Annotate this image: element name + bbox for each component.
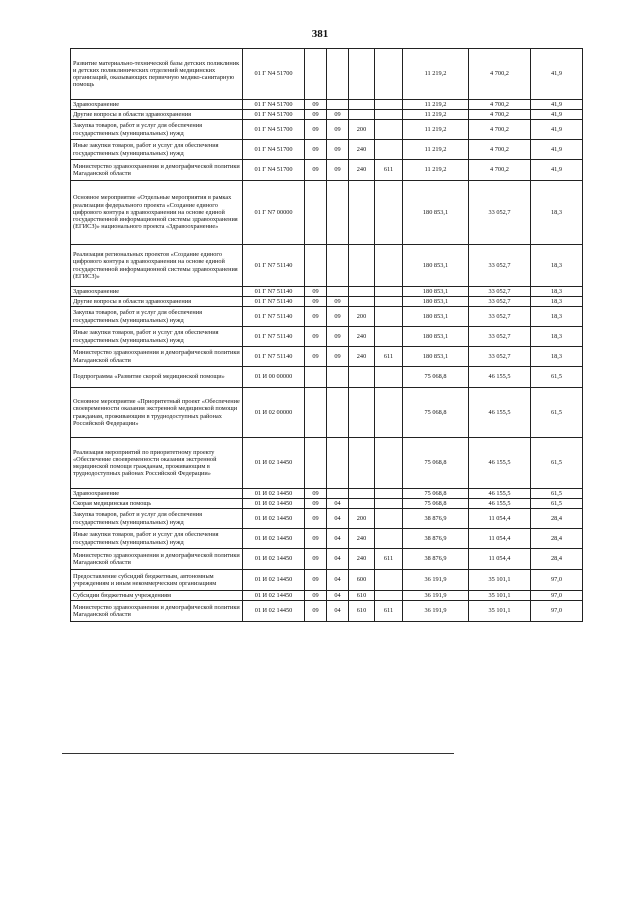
cell-expense-type: 200	[349, 509, 375, 529]
cell-name: Подпрограмма «Развитие скорой медицинской помощи»	[71, 367, 243, 388]
cell-fact: 11 054,4	[469, 529, 531, 549]
table-row	[71, 110, 583, 120]
cell-expense-type: 240	[349, 549, 375, 570]
cell-code: 01 И 02 14450	[243, 549, 305, 570]
cell-code: 01 Г N7 51140	[243, 327, 305, 347]
cell-plan: 75 068,8	[403, 367, 469, 388]
cell-percent: 41,9	[531, 140, 583, 160]
cell-subsection: 04	[327, 591, 349, 601]
cell-percent: 61,5	[531, 499, 583, 509]
cell-section: 09	[305, 160, 327, 181]
cell-section: 09	[305, 499, 327, 509]
table-row	[71, 297, 583, 307]
cell-name: Министерство здравоохранения и демографической политики Магаданской области	[71, 601, 243, 622]
cell-section	[305, 245, 327, 287]
cell-name: Основное мероприятие «Приоритетный проект «Обеспечение своевременности оказания экстренной медицинской помощи гражданам, проживающим в труднодоступных районах Российской Федерации»	[71, 388, 243, 438]
cell-fact: 4 700,2	[469, 160, 531, 181]
cell-section: 09	[305, 307, 327, 327]
cell-department	[375, 245, 403, 287]
cell-name: Скорая медицинская помощь	[71, 499, 243, 509]
cell-code: 01 И 02 14450	[243, 499, 305, 509]
cell-plan: 11 219,2	[403, 120, 469, 140]
cell-percent: 97,0	[531, 570, 583, 591]
cell-section: 09	[305, 140, 327, 160]
table-row	[71, 120, 583, 140]
cell-section: 09	[305, 529, 327, 549]
cell-subsection: 04	[327, 570, 349, 591]
cell-department	[375, 489, 403, 499]
cell-expense-type	[349, 181, 375, 245]
cell-name: Закупка товаров, работ и услуг для обеспечения государственных (муниципальных) нужд	[71, 307, 243, 327]
cell-plan: 11 219,2	[403, 100, 469, 110]
cell-section	[305, 367, 327, 388]
cell-section: 09	[305, 509, 327, 529]
cell-department	[375, 297, 403, 307]
table-row	[71, 49, 583, 100]
cell-plan: 38 876,9	[403, 549, 469, 570]
cell-name: Здравоохранение	[71, 100, 243, 110]
cell-expense-type	[349, 49, 375, 100]
cell-name: Субсидии бюджетным учреждениям	[71, 591, 243, 601]
cell-code: 01 И 02 14450	[243, 489, 305, 499]
cell-expense-type: 200	[349, 120, 375, 140]
cell-subsection	[327, 287, 349, 297]
cell-subsection	[327, 489, 349, 499]
cell-expense-type	[349, 489, 375, 499]
cell-section: 09	[305, 287, 327, 297]
cell-fact: 46 155,5	[469, 388, 531, 438]
table-body	[71, 49, 583, 622]
cell-plan: 38 876,9	[403, 529, 469, 549]
cell-code: 01 И 02 14450	[243, 509, 305, 529]
cell-name: Здравоохранение	[71, 287, 243, 297]
cell-subsection: 09	[327, 140, 349, 160]
cell-department	[375, 509, 403, 529]
cell-name: Реализация мероприятий по приоритетному проекту «Обеспечение своевременности оказания экстренной медицинской помощи гражданам, проживающим в труднодоступных районах Российской Федерации»	[71, 438, 243, 489]
cell-percent: 18,3	[531, 245, 583, 287]
cell-section: 09	[305, 601, 327, 622]
cell-expense-type: 240	[349, 160, 375, 181]
cell-code: 01 И 02 14450	[243, 438, 305, 489]
table-row	[71, 307, 583, 327]
cell-section: 09	[305, 549, 327, 570]
cell-plan: 75 068,8	[403, 388, 469, 438]
cell-department	[375, 438, 403, 489]
cell-expense-type: 240	[349, 327, 375, 347]
cell-plan: 36 191,9	[403, 570, 469, 591]
cell-fact: 33 052,7	[469, 245, 531, 287]
cell-plan: 180 853,1	[403, 297, 469, 307]
cell-name: Иные закупки товаров, работ и услуг для обеспечения государственных (муниципальных) нужд	[71, 140, 243, 160]
cell-percent: 41,9	[531, 120, 583, 140]
table-row	[71, 100, 583, 110]
cell-code: 01 Г N4 51700	[243, 100, 305, 110]
cell-subsection: 09	[327, 347, 349, 367]
cell-code: 01 Г N7 51140	[243, 245, 305, 287]
table-row	[71, 347, 583, 367]
table-row	[71, 367, 583, 388]
cell-code: 01 И 02 14450	[243, 601, 305, 622]
cell-section: 09	[305, 591, 327, 601]
cell-percent: 18,3	[531, 297, 583, 307]
cell-section	[305, 49, 327, 100]
cell-fact: 4 700,2	[469, 140, 531, 160]
cell-code: 01 Г N4 51700	[243, 110, 305, 120]
cell-department	[375, 140, 403, 160]
cell-name: Другие вопросы в области здравоохранения	[71, 110, 243, 120]
cell-percent: 28,4	[531, 549, 583, 570]
cell-plan: 11 219,2	[403, 160, 469, 181]
cell-subsection: 09	[327, 120, 349, 140]
cell-percent: 61,5	[531, 388, 583, 438]
cell-subsection: 09	[327, 307, 349, 327]
cell-department	[375, 120, 403, 140]
cell-plan: 180 853,1	[403, 327, 469, 347]
cell-subsection: 04	[327, 601, 349, 622]
cell-percent: 41,9	[531, 49, 583, 100]
cell-department	[375, 499, 403, 509]
cell-plan: 180 853,1	[403, 181, 469, 245]
cell-expense-type: 240	[349, 347, 375, 367]
cell-fact: 33 052,7	[469, 287, 531, 297]
table-row	[71, 245, 583, 287]
cell-code: 01 Г N4 51700	[243, 49, 305, 100]
cell-department: 611	[375, 160, 403, 181]
cell-subsection	[327, 181, 349, 245]
cell-fact: 46 155,5	[469, 489, 531, 499]
cell-section: 09	[305, 100, 327, 110]
cell-fact: 33 052,7	[469, 181, 531, 245]
cell-expense-type	[349, 245, 375, 287]
cell-expense-type: 200	[349, 307, 375, 327]
cell-expense-type	[349, 367, 375, 388]
cell-percent: 41,9	[531, 110, 583, 120]
cell-percent: 18,3	[531, 181, 583, 245]
cell-expense-type: 240	[349, 529, 375, 549]
cell-department: 611	[375, 601, 403, 622]
cell-name: Реализация региональных проектов «Создание единого цифрового контура в здравоохранении на основе единой государственной информационной системы здравоохранения (ЕГИСЗ)»	[71, 245, 243, 287]
footer-separator-line	[62, 753, 454, 754]
cell-plan: 36 191,9	[403, 601, 469, 622]
cell-department	[375, 287, 403, 297]
cell-subsection: 09	[327, 327, 349, 347]
cell-code: 01 Г N4 51700	[243, 120, 305, 140]
cell-fact: 4 700,2	[469, 110, 531, 120]
table-row	[71, 499, 583, 509]
cell-percent: 61,5	[531, 367, 583, 388]
table-row	[71, 140, 583, 160]
cell-subsection: 04	[327, 529, 349, 549]
cell-section: 09	[305, 110, 327, 120]
cell-name: Другие вопросы в области здравоохранения	[71, 297, 243, 307]
cell-percent: 61,5	[531, 438, 583, 489]
cell-subsection	[327, 438, 349, 489]
cell-subsection	[327, 367, 349, 388]
cell-section: 09	[305, 297, 327, 307]
cell-expense-type: 240	[349, 140, 375, 160]
cell-fact: 46 155,5	[469, 499, 531, 509]
cell-expense-type: 610	[349, 601, 375, 622]
cell-plan: 75 068,8	[403, 499, 469, 509]
cell-name: Иные закупки товаров, работ и услуг для обеспечения государственных (муниципальных) нужд	[71, 529, 243, 549]
table-row	[71, 601, 583, 622]
cell-section: 09	[305, 489, 327, 499]
cell-expense-type: 600	[349, 570, 375, 591]
cell-department	[375, 529, 403, 549]
cell-subsection	[327, 100, 349, 110]
cell-code: 01 И 00 00000	[243, 367, 305, 388]
cell-code: 01 Г N7 51140	[243, 287, 305, 297]
cell-name: Министерство здравоохранения и демографической политики Магаданской области	[71, 347, 243, 367]
cell-subsection	[327, 49, 349, 100]
cell-plan: 11 219,2	[403, 140, 469, 160]
cell-subsection: 04	[327, 549, 349, 570]
cell-plan: 180 853,1	[403, 347, 469, 367]
cell-code: 01 И 02 14450	[243, 529, 305, 549]
cell-department	[375, 591, 403, 601]
cell-expense-type: 610	[349, 591, 375, 601]
cell-expense-type	[349, 297, 375, 307]
cell-fact: 46 155,5	[469, 438, 531, 489]
cell-expense-type	[349, 438, 375, 489]
cell-plan: 11 219,2	[403, 110, 469, 120]
cell-code: 01 Г N7 51140	[243, 297, 305, 307]
cell-department	[375, 327, 403, 347]
cell-fact: 4 700,2	[469, 49, 531, 100]
cell-percent: 18,3	[531, 347, 583, 367]
cell-percent: 18,3	[531, 287, 583, 297]
cell-percent: 97,0	[531, 601, 583, 622]
cell-expense-type	[349, 388, 375, 438]
cell-subsection: 09	[327, 297, 349, 307]
page-number: 381	[311, 28, 329, 40]
cell-expense-type	[349, 499, 375, 509]
cell-fact: 33 052,7	[469, 307, 531, 327]
cell-department	[375, 110, 403, 120]
table-row	[71, 287, 583, 297]
table-row	[71, 388, 583, 438]
table-row	[71, 509, 583, 529]
cell-code: 01 И 02 14450	[243, 591, 305, 601]
cell-plan: 36 191,9	[403, 591, 469, 601]
cell-subsection: 09	[327, 160, 349, 181]
table-row	[71, 160, 583, 181]
cell-percent: 28,4	[531, 529, 583, 549]
table-row	[71, 549, 583, 570]
cell-plan: 75 068,8	[403, 438, 469, 489]
cell-code: 01 Г N7 00000	[243, 181, 305, 245]
cell-expense-type	[349, 100, 375, 110]
cell-name: Министерство здравоохранения и демографической политики Магаданской области	[71, 549, 243, 570]
cell-percent: 41,9	[531, 100, 583, 110]
cell-name: Закупка товаров, работ и услуг для обеспечения государственных (муниципальных) нужд	[71, 509, 243, 529]
cell-subsection: 04	[327, 509, 349, 529]
cell-fact: 35 101,1	[469, 570, 531, 591]
cell-percent: 18,3	[531, 307, 583, 327]
cell-percent: 41,9	[531, 160, 583, 181]
cell-expense-type	[349, 287, 375, 297]
table-row	[71, 489, 583, 499]
cell-plan: 38 876,9	[403, 509, 469, 529]
cell-fact: 11 054,4	[469, 549, 531, 570]
cell-department	[375, 49, 403, 100]
cell-code: 01 Г N4 51700	[243, 140, 305, 160]
cell-plan: 180 853,1	[403, 245, 469, 287]
table-row	[71, 327, 583, 347]
cell-department: 611	[375, 549, 403, 570]
cell-plan: 11 219,2	[403, 49, 469, 100]
cell-department	[375, 307, 403, 327]
cell-section	[305, 388, 327, 438]
cell-plan: 75 068,8	[403, 489, 469, 499]
cell-department	[375, 388, 403, 438]
cell-fact: 11 054,4	[469, 509, 531, 529]
cell-subsection	[327, 388, 349, 438]
table-row	[71, 438, 583, 489]
cell-subsection: 09	[327, 110, 349, 120]
cell-plan: 180 853,1	[403, 307, 469, 327]
cell-department	[375, 367, 403, 388]
cell-fact: 33 052,7	[469, 327, 531, 347]
cell-fact: 46 155,5	[469, 367, 531, 388]
cell-name: Развитие материально-технической базы детских поликлиник и детских поликлинических отделений медицинских организаций, оказывающих первичную медико-санитарную помощь	[71, 49, 243, 100]
cell-percent: 97,0	[531, 591, 583, 601]
cell-percent: 61,5	[531, 489, 583, 499]
cell-subsection: 04	[327, 499, 349, 509]
table-row	[71, 570, 583, 591]
budget-table	[70, 48, 583, 622]
cell-fact: 4 700,2	[469, 100, 531, 110]
cell-name: Иные закупки товаров, работ и услуг для обеспечения государственных (муниципальных) нужд	[71, 327, 243, 347]
cell-section: 09	[305, 347, 327, 367]
cell-code: 01 Г N4 51700	[243, 160, 305, 181]
cell-section: 09	[305, 120, 327, 140]
cell-fact: 4 700,2	[469, 120, 531, 140]
cell-section	[305, 438, 327, 489]
cell-code: 01 Г N7 51140	[243, 347, 305, 367]
cell-name: Основное мероприятие «Отдельные мероприятия в рамках реализации федерального проекта «Создание единого цифрового контура в здравоохранении на основе единой государственной информационной системы здравоохранения (ЕГИСЗ)» национального проекта «Здравоохранение»	[71, 181, 243, 245]
cell-name: Министерство здравоохранения и демографической политики Магаданской области	[71, 160, 243, 181]
cell-code: 01 Г N7 51140	[243, 307, 305, 327]
cell-department	[375, 100, 403, 110]
cell-fact: 35 101,1	[469, 591, 531, 601]
cell-code: 01 И 02 00000	[243, 388, 305, 438]
cell-subsection	[327, 245, 349, 287]
cell-section: 09	[305, 327, 327, 347]
cell-section: 09	[305, 570, 327, 591]
cell-name: Закупка товаров, работ и услуг для обеспечения государственных (муниципальных) нужд	[71, 120, 243, 140]
cell-fact: 35 101,1	[469, 601, 531, 622]
cell-department	[375, 570, 403, 591]
cell-name: Предоставление субсидий бюджетным, автономным учреждениям и иным некоммерческим организациям	[71, 570, 243, 591]
table-row	[71, 529, 583, 549]
cell-section	[305, 181, 327, 245]
table-row	[71, 591, 583, 601]
cell-plan: 180 853,1	[403, 287, 469, 297]
cell-code: 01 И 02 14450	[243, 570, 305, 591]
cell-name: Здравоохранение	[71, 489, 243, 499]
cell-fact: 33 052,7	[469, 347, 531, 367]
table-row	[71, 181, 583, 245]
cell-expense-type	[349, 110, 375, 120]
cell-percent: 18,3	[531, 327, 583, 347]
cell-department: 611	[375, 347, 403, 367]
cell-percent: 28,4	[531, 509, 583, 529]
cell-fact: 33 052,7	[469, 297, 531, 307]
cell-department	[375, 181, 403, 245]
